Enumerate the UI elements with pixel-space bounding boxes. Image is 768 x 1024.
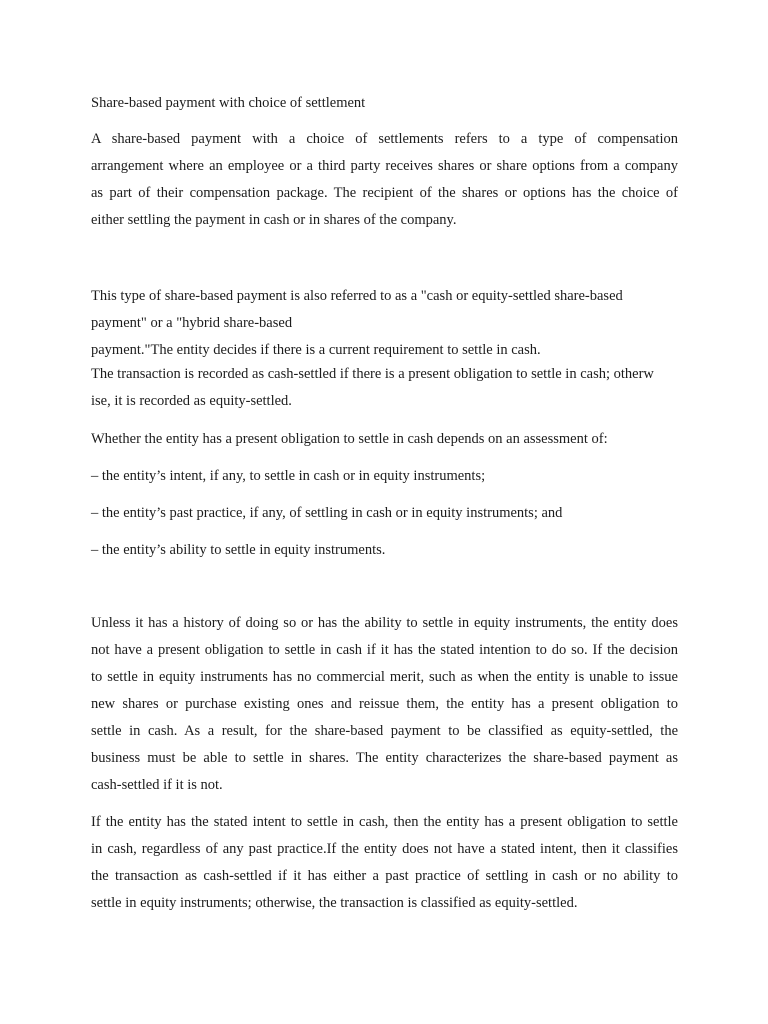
intro-line-3: as part of their compensation package. The recipient of the shares or options has the choice of [91,185,678,201]
unless-line-7: cash-settled if it is not. [91,777,223,793]
document-title: Share-based payment with choice of settlement [91,95,366,111]
stated-intent-line-1: If the entity has the stated intent to settle in cash, then the entity has a present obligation to settle [91,814,678,830]
assessment-item-past-practice: – the entity’s past practice, if any, of settling in cash or in equity instruments; and [91,505,563,521]
unless-line-5: settle in cash. As a result, for the share-based payment to be classified as equity-settled, the [91,723,678,739]
assessment-item-ability: – the entity’s ability to settle in equity instruments. [91,542,386,558]
hybrid-line-5: ise, it is recorded as equity-settled. [91,393,292,409]
hybrid-line-4: The transaction is recorded as cash-settled if there is a present obligation to settle in cash; otherw [91,366,654,382]
unless-line-4: new shares or purchase existing ones and reissue them, the entity has a present obligation to [91,696,678,712]
unless-line-2: not have a present obligation to settle in cash if it has the stated intention to do so. If the decision [91,642,678,658]
intro-line-1: A share-based payment with a choice of settlements refers to a type of compensation [91,131,678,147]
stated-intent-line-3: the transaction as cash-settled if it has either a past practice of settling in cash or no ability to [91,868,678,884]
stated-intent-line-2: in cash, regardless of any past practice.If the entity does not have a stated intent, then it classifies [91,841,678,857]
hybrid-line-2: payment" or a "hybrid share-based [91,315,293,331]
hybrid-line-3: payment."The entity decides if there is a current requirement to settle in cash. [91,342,541,358]
intro-line-2: arrangement where an employee or a third party receives shares or share options from a company [91,158,678,174]
unless-line-6: business must be able to settle in shares. The entity characterizes the share-based payment as [91,750,678,766]
stated-intent-line-4: settle in equity instruments; otherwise, the transaction is classified as equity-settled. [91,895,578,911]
assessment-intro: Whether the entity has a present obligation to settle in cash depends on an assessment of: [91,431,608,447]
hybrid-line-1: This type of share-based payment is also referred to as a "cash or equity-settled share-based [91,288,623,304]
unless-line-3: to settle in equity instruments has no commercial merit, such as when the entity is unable to issue [91,669,678,685]
assessment-item-intent: – the entity’s intent, if any, to settle in cash or in equity instruments; [91,468,486,484]
unless-line-1: Unless it has a history of doing so or has the ability to settle in equity instruments, the entity does [91,615,678,631]
intro-line-4: either settling the payment in cash or in shares of the company. [91,212,457,228]
